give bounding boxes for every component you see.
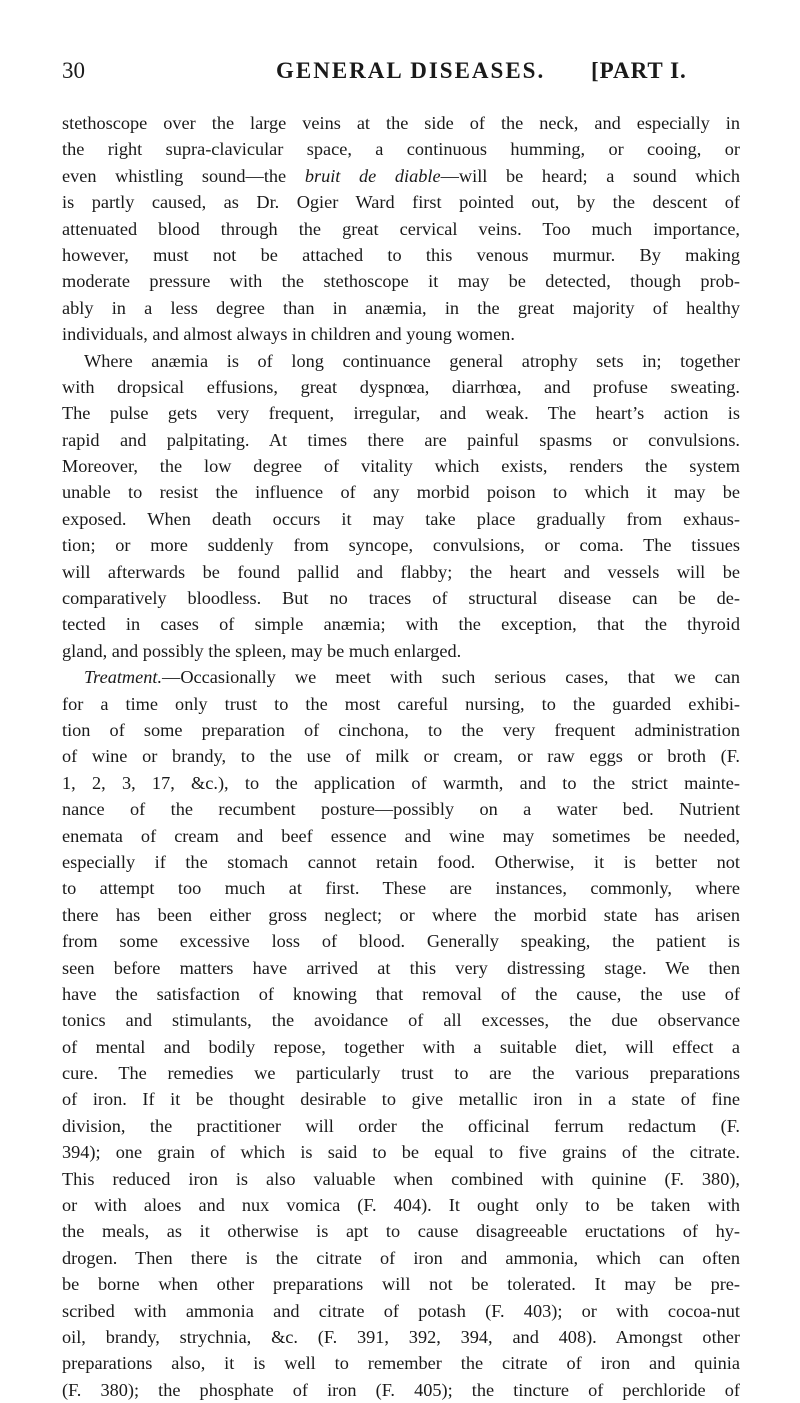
text-line: from some excessive loss of blood. Generally speaking, the patient is [62,931,740,952]
text-segment: even whistling sound—the [62,165,305,186]
text-line: gland, and possibly the spleen, may be much enlarged. [62,640,462,661]
text-segment: —Occasionally we meet with such serious cases, that we can [162,667,740,688]
text-line: enemata of cream and beef essence and wine may sometimes be needed, [62,825,740,846]
treatment-paragraph-start [62,664,740,690]
text-line: individuals, and almost always in children and young women. [62,324,515,345]
text-line: tion; or more suddenly from syncope, convulsions, or coma. The tissues [62,535,740,556]
body-text [62,110,740,1403]
text-line: oil, brandy, strychnia, &c. (F. 391, 392, 394, and 408). Amongst other [62,1326,740,1347]
text-line: of wine or brandy, to the use of milk or cream, or raw eggs or broth (F. [62,746,740,767]
bruit-de-diable-term: bruit de diable [304,165,441,186]
text-line: (F. 380); the phosphate of iron (F. 405); the tincture of perchloride of [62,1379,740,1400]
text-line: ably in a less degree than in anæmia, in the great majority of healthy [62,297,740,318]
text-line: to attempt too much at first. These are instances, commonly, where [62,878,740,899]
text-line: tected in cases of simple anæmia; with the exception, that the thyroid [62,614,740,635]
text-line: 394); one grain of which is said to be equal to five grains of the citrate. [62,1142,740,1163]
text-line: for a time only trust to the most careful nursing, to the guarded exhibi- [62,693,740,714]
chapter-title: GENERAL DISEASES. [276,58,546,83]
text-line: tonics and stimulants, the avoidance of all excesses, the due observance [62,1010,740,1031]
text-line: The pulse gets very frequent, irregular, and weak. The heart’s action is [62,403,740,424]
text-line: division, the practitioner will order the officinal ferrum redactum (F. [62,1115,740,1136]
text-line: especially if the stomach cannot retain food. Otherwise, it is better not [62,851,740,872]
text-line: of mental and bodily repose, together with a suitable diet, will effect a [62,1036,740,1057]
text-line: or with aloes and nux vomica (F. 404). It ought only to be taken with [62,1195,740,1216]
paragraph-start: Where anæmia is of long continuance general atrophy sets in; together [84,350,740,371]
page-number: 30 [62,58,85,83]
text-line: the meals, as it otherwise is apt to cause disagreeable eructations of hy- [62,1221,740,1242]
text-line: seen before matters have arrived at this very distressing stage. We then [62,957,740,978]
text-line: attenuated blood through the great cervical veins. Too much importance, [62,218,740,239]
text-line: is partly caused, as Dr. Ogier Ward first pointed out, by the descent of [62,192,740,213]
text-line: comparatively bloodless. But no traces of structural disease can be de- [62,588,740,609]
text-line: This reduced iron is also valuable when combined with quinine (F. 380), [62,1168,740,1189]
text-line: preparations also, it is well to remember the citrate of iron and quinia [62,1353,740,1374]
running-head [62,58,742,88]
text-line: 1, 2, 3, 17, &c.), to the application of warmth, and to the strict mainte- [62,772,740,793]
text-line: Moreover, the low degree of vitality which exists, renders the system [62,456,740,477]
text-line: have the satisfaction of knowing that removal of the cause, the use of [62,983,740,1004]
treatment-heading: Treatment. [84,667,163,688]
text-line: the right supra-clavicular space, a continuous humming, or cooing, or [62,139,740,160]
text-line: cure. The remedies we particularly trust to are the various preparations [62,1063,740,1084]
part-label: [PART I. [591,58,687,83]
text-line: rapid and palpitating. At times there are painful spasms or convulsions. [62,429,740,450]
text-segment: —will be heard; a sound which [440,165,740,186]
text-line: tion of some preparation of cinchona, to the very frequent administration [62,719,740,740]
text-line: exposed. When death occurs it may take place gradually from exhaus- [62,508,740,529]
text-line: drogen. Then there is the citrate of iron and ammonia, which can often [62,1247,740,1268]
text-line: stethoscope over the large veins at the side of the neck, and especially in [62,113,740,133]
text-line: with dropsical effusions, great dyspnœa, diarrhœa, and profuse sweating. [62,376,740,397]
text-line: there has been either gross neglect; or where the morbid state has arisen [62,904,740,925]
text-line: however, must not be attached to this venous murmur. By making [62,244,740,265]
text-line: moderate pressure with the stethoscope it may be detected, though prob- [62,271,740,292]
text-line: unable to resist the influence of any morbid poison to which it may be [62,482,740,503]
text-line [62,163,740,189]
text-line: scribed with ammonia and citrate of potash (F. 403); or with cocoa-nut [62,1300,740,1321]
text-line: nance of the recumbent posture—possibly on a water bed. Nutrient [62,799,740,820]
text-line: be borne when other preparations will not be tolerated. It may be pre- [62,1274,740,1295]
text-line: of iron. If it be thought desirable to give metallic iron in a state of fine [62,1089,740,1110]
text-line: will afterwards be found pallid and flabby; the heart and vessels will be [62,561,740,582]
